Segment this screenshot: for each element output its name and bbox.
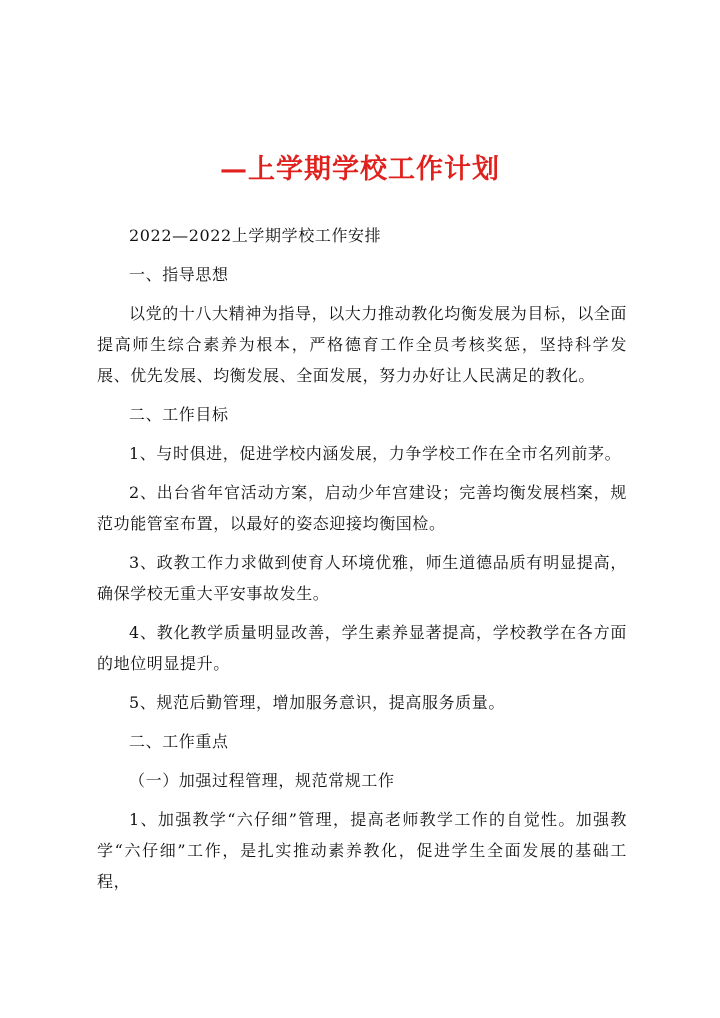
document-title: —上学期学校工作计划: [220, 154, 500, 185]
section-heading-work-focus: 二、工作重点: [129, 732, 229, 751]
paragraph-subtitle: 2022—2022上学期学校工作安排: [129, 226, 382, 245]
paragraph-goal-3: 3、政教工作力求做到使育人环境优雅，师生道德品质有明显提高，确保学校无重大平安事故发生。: [97, 553, 627, 603]
document-body: [97, 220, 627, 897]
paragraph-goal-2: 2、出台省年官活动方案，启动少年宫建设；完善均衡发展档案，规范功能管室布置，以最好的姿态迎接均衡国检。: [97, 483, 627, 533]
paragraph-focus-1: 1、加强教学“六仔细”管理，提高老师教学工作的自觉性。加强教学“六仔细”工作，是扎实推动素养教化，促进学生全面发展的基础工程，: [97, 810, 627, 891]
paragraph-goal-4: 4、教化教学质量明显改善，学生素养显著提高，学校教学在各方面的地位明显提升。: [97, 623, 627, 673]
paragraph-goal-5: 5、规范后勤管理，增加服务意识，提高服务质量。: [129, 693, 505, 712]
section-heading-guiding-ideology: 一、指导思想: [129, 265, 229, 284]
paragraph-guiding-ideology: 以党的十八大精神为指导，以大力推动教化均衡发展为目标，以全面提高师生综合素养为根本，严格德育工作全员考核奖惩，坚持科学发展、优先发展、均衡发展、全面发展，努力办好让人民满足的教化。: [97, 304, 628, 385]
subsection-heading-process-management: （一）加强过程管理，规范常规工作: [129, 771, 395, 790]
section-heading-work-goals: 二、工作目标: [129, 405, 229, 424]
paragraph-goal-1: 1、与时俱进，促进学校内涵发展，力争学校工作在全市名列前茅。: [129, 444, 622, 463]
